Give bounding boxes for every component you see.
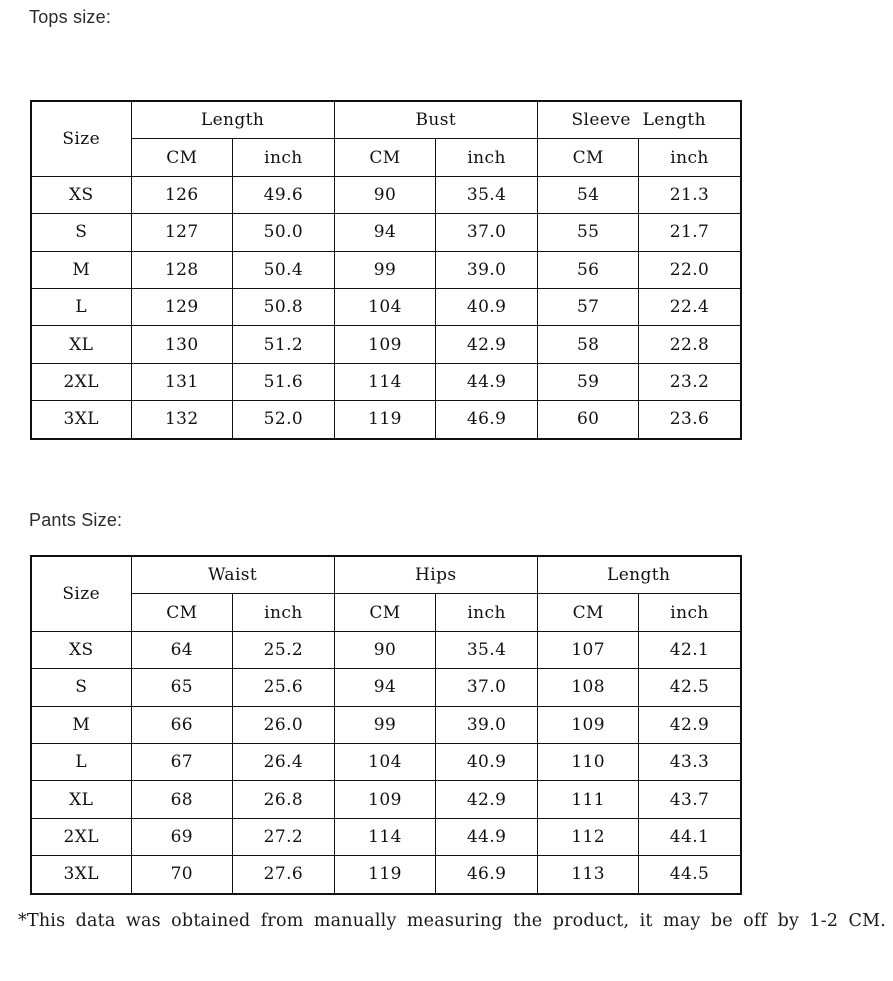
tops-size-cell: M [31, 251, 131, 288]
tops-measurement-cell: 56 [537, 251, 639, 288]
pants-measurement-cell: 40.9 [436, 743, 538, 780]
pants-waist-group-header: Waist [131, 556, 334, 594]
tops-measurement-cell: 22.8 [639, 326, 741, 363]
pants-table-body [31, 631, 741, 893]
pants-row-xl [31, 781, 741, 818]
pants-measurement-cell: 46.9 [436, 856, 538, 894]
tops-measurement-cell: 131 [131, 363, 233, 400]
tops-measurement-cell: 22.0 [639, 251, 741, 288]
pants-measurement-cell: 99 [334, 706, 436, 743]
tops-measurement-cell: 51.6 [233, 363, 335, 400]
pants-size-cell: 3XL [31, 856, 131, 894]
pants-measurement-cell: 69 [131, 818, 233, 855]
pants-measurement-cell: 44.5 [639, 856, 741, 894]
tops-measurement-cell: 59 [537, 363, 639, 400]
unit-inch-header: inch [436, 139, 538, 176]
tops-measurement-cell: 90 [334, 176, 436, 213]
tops-sleeve-length-group-header: Sleeve Length [537, 101, 740, 139]
tops-row-m [31, 251, 741, 288]
unit-cm-header: CM [537, 139, 639, 176]
pants-measurement-cell: 37.0 [436, 669, 538, 706]
tops-measurement-cell: 46.9 [436, 401, 538, 439]
tops-measurement-cell: 52.0 [233, 401, 335, 439]
tops-measurement-cell: 39.0 [436, 251, 538, 288]
tops-measurement-cell: 49.6 [233, 176, 335, 213]
pants-size-cell: S [31, 669, 131, 706]
tops-measurement-cell: 60 [537, 401, 639, 439]
pants-hips-group-header: Hips [334, 556, 537, 594]
unit-inch-header: inch [639, 594, 741, 631]
tops-header-unit-row [31, 139, 741, 176]
pants-header-unit-row [31, 594, 741, 631]
tops-measurement-cell: 50.8 [233, 288, 335, 325]
pants-row-xs [31, 631, 741, 668]
tops-measurement-cell: 50.0 [233, 214, 335, 251]
unit-cm-header: CM [131, 594, 233, 631]
pants-measurement-cell: 25.2 [233, 631, 335, 668]
pants-measurement-cell: 68 [131, 781, 233, 818]
tops-measurement-cell: 104 [334, 288, 436, 325]
tops-measurement-cell: 42.9 [436, 326, 538, 363]
tops-measurement-cell: 127 [131, 214, 233, 251]
pants-measurement-cell: 26.0 [233, 706, 335, 743]
tops-measurement-cell: 35.4 [436, 176, 538, 213]
pants-row-m [31, 706, 741, 743]
tops-measurement-cell: 44.9 [436, 363, 538, 400]
pants-section-label: Pants Size: [29, 510, 123, 530]
pants-measurement-cell: 26.8 [233, 781, 335, 818]
tops-table-body [31, 176, 741, 438]
pants-measurement-cell: 27.6 [233, 856, 335, 894]
tops-measurement-cell: 126 [131, 176, 233, 213]
pants-size-table [30, 555, 742, 895]
tops-measurement-cell: 21.3 [639, 176, 741, 213]
tops-measurement-cell: 109 [334, 326, 436, 363]
pants-measurement-cell: 109 [334, 781, 436, 818]
tops-row-xs [31, 176, 741, 213]
tops-row-2xl [31, 363, 741, 400]
tops-size-cell: 3XL [31, 401, 131, 439]
pants-measurement-cell: 108 [537, 669, 639, 706]
tops-section-label: Tops size: [29, 7, 112, 27]
tops-size-column-header: Size [31, 101, 131, 176]
unit-cm-header: CM [537, 594, 639, 631]
pants-size-cell: M [31, 706, 131, 743]
pants-measurement-cell: 90 [334, 631, 436, 668]
pants-measurement-cell: 43.3 [639, 743, 741, 780]
unit-cm-header: CM [131, 139, 233, 176]
pants-measurement-cell: 39.0 [436, 706, 538, 743]
pants-measurement-cell: 27.2 [233, 818, 335, 855]
measurement-footnote: *This data was obtained from manually measuring the product, it may be off by 1-2 CM. [18, 911, 886, 931]
pants-measurement-cell: 35.4 [436, 631, 538, 668]
pants-measurement-cell: 64 [131, 631, 233, 668]
tops-measurement-cell: 50.4 [233, 251, 335, 288]
tops-size-cell: S [31, 214, 131, 251]
tops-measurement-cell: 22.4 [639, 288, 741, 325]
tops-measurement-cell: 132 [131, 401, 233, 439]
tops-bust-group-header: Bust [334, 101, 537, 139]
unit-cm-header: CM [334, 139, 436, 176]
pants-measurement-cell: 42.9 [639, 706, 741, 743]
tops-measurement-cell: 23.2 [639, 363, 741, 400]
unit-cm-header: CM [334, 594, 436, 631]
tops-measurement-cell: 130 [131, 326, 233, 363]
tops-measurement-cell: 58 [537, 326, 639, 363]
pants-measurement-cell: 70 [131, 856, 233, 894]
pants-measurement-cell: 44.9 [436, 818, 538, 855]
pants-header-group-row [31, 556, 741, 594]
pants-measurement-cell: 110 [537, 743, 639, 780]
pants-size-cell: 2XL [31, 818, 131, 855]
pants-row-s [31, 669, 741, 706]
pants-row-l [31, 743, 741, 780]
unit-inch-header: inch [233, 139, 335, 176]
tops-size-cell: XL [31, 326, 131, 363]
pants-length-group-header: Length [537, 556, 740, 594]
unit-inch-header: inch [233, 594, 335, 631]
tops-measurement-cell: 40.9 [436, 288, 538, 325]
tops-size-cell: 2XL [31, 363, 131, 400]
pants-measurement-cell: 113 [537, 856, 639, 894]
pants-size-cell: XS [31, 631, 131, 668]
unit-inch-header: inch [639, 139, 741, 176]
pants-measurement-cell: 65 [131, 669, 233, 706]
tops-size-table [30, 100, 742, 440]
pants-measurement-cell: 104 [334, 743, 436, 780]
pants-measurement-cell: 42.5 [639, 669, 741, 706]
pants-measurement-cell: 111 [537, 781, 639, 818]
tops-size-cell: XS [31, 176, 131, 213]
tops-measurement-cell: 54 [537, 176, 639, 213]
pants-size-cell: XL [31, 781, 131, 818]
tops-measurement-cell: 51.2 [233, 326, 335, 363]
tops-length-group-header: Length [131, 101, 334, 139]
pants-measurement-cell: 42.9 [436, 781, 538, 818]
pants-measurement-cell: 109 [537, 706, 639, 743]
pants-size-column-header: Size [31, 556, 131, 631]
pants-measurement-cell: 67 [131, 743, 233, 780]
tops-header-group-row [31, 101, 741, 139]
tops-row-s [31, 214, 741, 251]
tops-measurement-cell: 94 [334, 214, 436, 251]
pants-measurement-cell: 107 [537, 631, 639, 668]
tops-measurement-cell: 57 [537, 288, 639, 325]
pants-measurement-cell: 112 [537, 818, 639, 855]
tops-measurement-cell: 128 [131, 251, 233, 288]
pants-row-3xl [31, 856, 741, 894]
tops-row-3xl [31, 401, 741, 439]
pants-measurement-cell: 44.1 [639, 818, 741, 855]
pants-measurement-cell: 25.6 [233, 669, 335, 706]
unit-inch-header: inch [436, 594, 538, 631]
tops-row-xl [31, 326, 741, 363]
tops-measurement-cell: 55 [537, 214, 639, 251]
tops-measurement-cell: 114 [334, 363, 436, 400]
tops-size-cell: L [31, 288, 131, 325]
pants-measurement-cell: 42.1 [639, 631, 741, 668]
pants-measurement-cell: 66 [131, 706, 233, 743]
tops-measurement-cell: 21.7 [639, 214, 741, 251]
tops-measurement-cell: 129 [131, 288, 233, 325]
pants-measurement-cell: 119 [334, 856, 436, 894]
pants-measurement-cell: 94 [334, 669, 436, 706]
pants-row-2xl [31, 818, 741, 855]
pants-measurement-cell: 26.4 [233, 743, 335, 780]
tops-row-l [31, 288, 741, 325]
pants-size-cell: L [31, 743, 131, 780]
tops-measurement-cell: 119 [334, 401, 436, 439]
pants-measurement-cell: 43.7 [639, 781, 741, 818]
tops-measurement-cell: 99 [334, 251, 436, 288]
pants-measurement-cell: 114 [334, 818, 436, 855]
tops-measurement-cell: 23.6 [639, 401, 741, 439]
tops-measurement-cell: 37.0 [436, 214, 538, 251]
